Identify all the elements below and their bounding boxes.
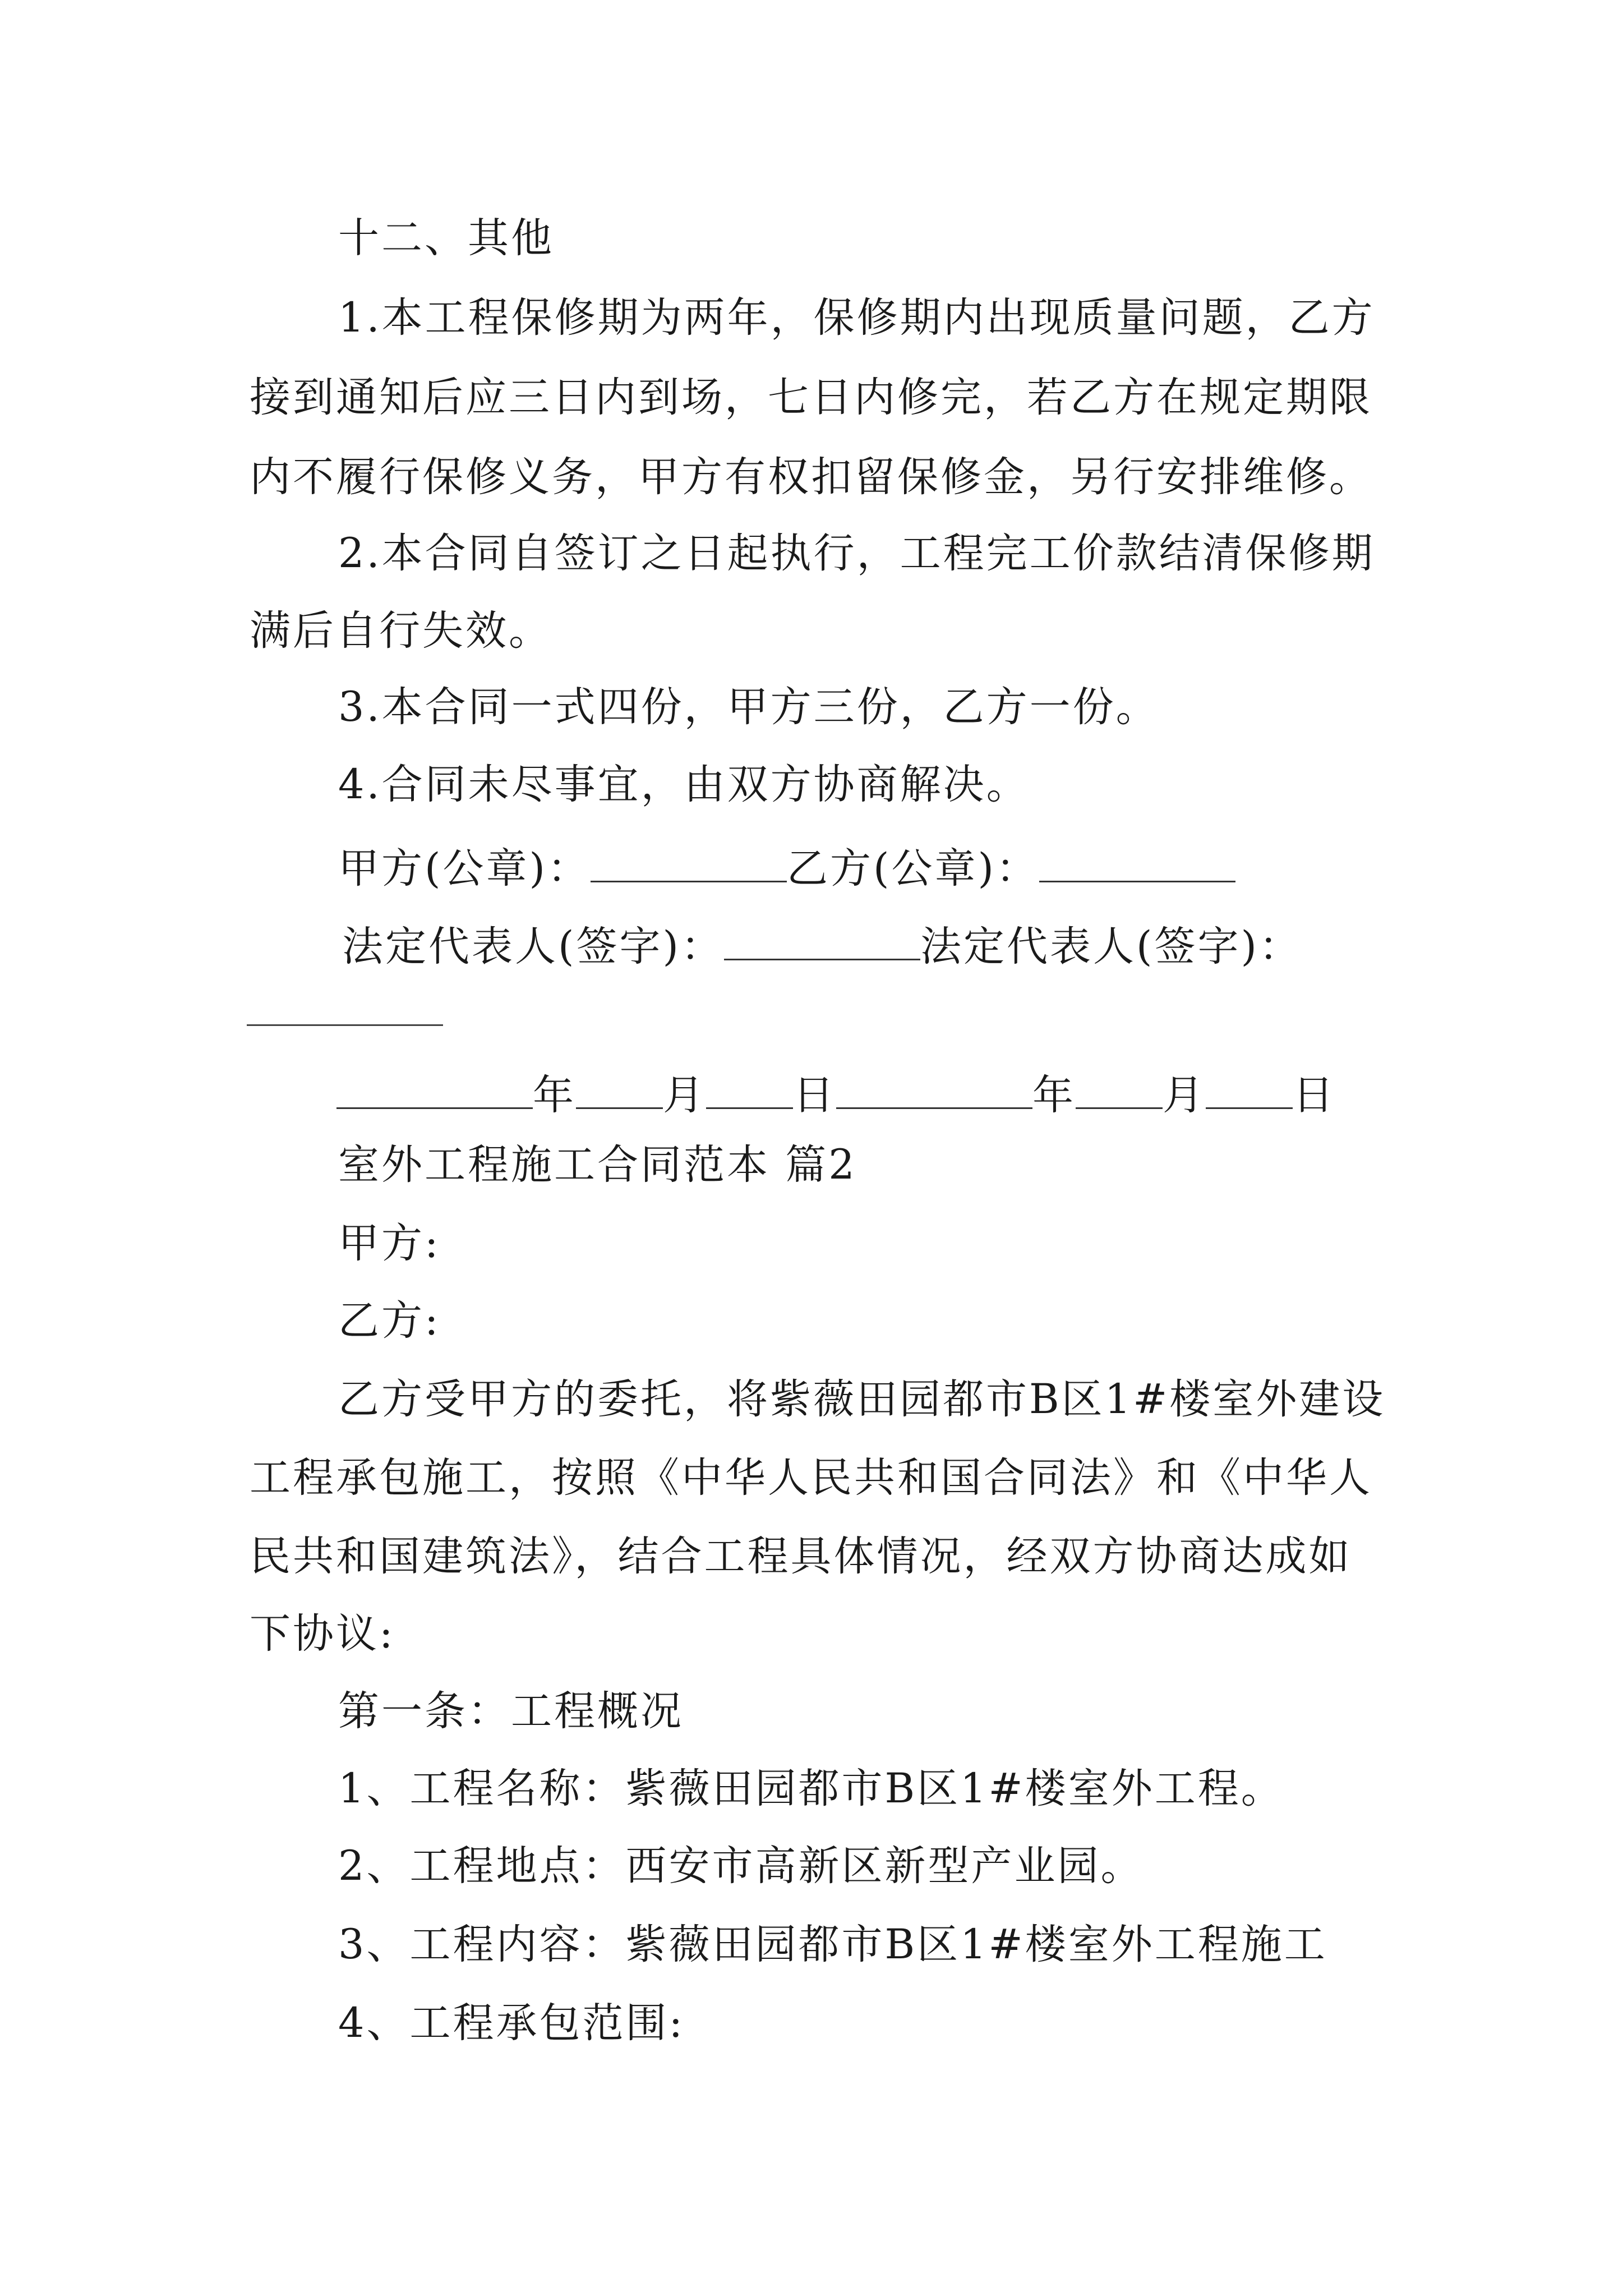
legal-rep-a-blank	[724, 918, 920, 960]
party-b-label: 乙方:	[338, 1297, 441, 1345]
clause-text: 2.本合同自签订之日起执行，工程完工价款结清保修期	[338, 530, 1375, 577]
project-location: 2、工程地点：西安市高新区新型产业园。	[338, 1842, 1144, 1890]
day-a-label: 日	[793, 1071, 836, 1119]
legal-rep-a-label: 法定代表人(签字)：	[342, 923, 724, 970]
month-b-label: 月	[1163, 1071, 1206, 1119]
year-a-label: 年	[533, 1071, 576, 1119]
year-b-label: 年	[1032, 1071, 1076, 1119]
project-scope: 4、工程承包范围:	[338, 1999, 685, 2047]
clause-text: 4.合同未尽事宜，由双方协商解决。	[338, 761, 1030, 808]
clause-text: 接到通知后应三日内到场，七日内修完，若乙方在规定期限	[250, 374, 1372, 421]
month-a-blank	[576, 1067, 663, 1109]
month-a-label: 月	[663, 1071, 706, 1119]
party-a-seal-label: 甲方(公章)：	[338, 845, 591, 892]
party-a-seal-blank	[591, 840, 787, 882]
project-content: 3、工程内容：紫薇田园都市B区1#楼室外工程施工	[338, 1921, 1327, 1968]
clause-text: 内不履行保修义务，甲方有权扣留保修金，另行安排维修。	[250, 453, 1372, 501]
section-heading: 十二、其他	[338, 214, 554, 262]
year-a-blank	[336, 1067, 533, 1109]
party-b-seal-label: 乙方(公章)：	[786, 845, 1039, 892]
year-b-blank	[836, 1067, 1032, 1109]
article-heading: 第一条：工程概况	[338, 1687, 684, 1735]
signature-seal-row	[338, 840, 1235, 892]
date-row	[336, 1067, 1336, 1119]
day-a-blank	[706, 1067, 793, 1109]
day-b-blank	[1206, 1067, 1293, 1109]
clause-text: 1.本工程保修期为两年，保修期内出现质量问题，乙方	[338, 294, 1375, 342]
intro-text: 乙方受甲方的委托，将紫薇田园都市B区1#楼室外建设	[338, 1375, 1386, 1423]
intro-text: 下协议:	[250, 1610, 395, 1658]
project-name: 1、工程名称：紫薇田园都市B区1#楼室外工程。	[338, 1765, 1284, 1812]
legal-rep-row	[342, 918, 1302, 970]
party-a-label: 甲方:	[338, 1220, 441, 1267]
legal-rep-b-label: 法定代表人(签字)：	[920, 923, 1302, 970]
clause-text: 3.本合同一式四份，甲方三份，乙方一份。	[338, 683, 1159, 731]
intro-text: 民共和国建筑法》，结合工程具体情况，经双方协商达成如	[250, 1533, 1352, 1580]
party-b-seal-blank	[1039, 840, 1235, 882]
contract-title: 室外工程施工合同范本 篇2	[338, 1141, 857, 1189]
month-b-blank	[1076, 1067, 1163, 1109]
day-b-label: 日	[1293, 1071, 1336, 1119]
legal-rep-b-blank	[247, 1024, 443, 1026]
clause-text: 满后自行失效。	[250, 607, 552, 655]
intro-text: 工程承包施工，按照《中华人民共和国合同法》和《中华人	[250, 1454, 1372, 1502]
